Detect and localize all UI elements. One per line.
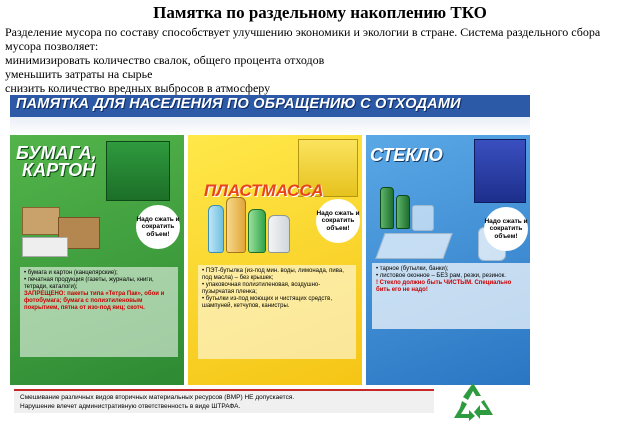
- glass-items: [372, 263, 530, 329]
- glass-bin: [474, 139, 526, 203]
- warning-line-1: Смешивание различных видов вторичных материальных ресурсов (ВМР) НЕ допускается.: [20, 394, 295, 401]
- plastic-bottle-icon: [226, 197, 246, 253]
- poster-image: [10, 95, 530, 421]
- plastic-panel: [188, 135, 362, 385]
- intro-bullet-3: снизить количество вредных выбросов в атмосферу: [5, 81, 271, 95]
- plastic-items: [198, 265, 356, 359]
- list-item: • ПЭТ-бутылка (из-под мин. воды, лимонада, пива, под масла) – без крышек;: [202, 268, 344, 281]
- intro-bullet-1: минимизировать количество свалок, общего процента отходов: [5, 53, 325, 67]
- glass-callout: Надо сжать и сократить объем!: [484, 207, 528, 251]
- warning-line-2: Нарушение влечет административную ответственность в виде ШТРАФА.: [20, 403, 241, 410]
- banner-text: ПАМЯТКА ДЛЯ НАСЕЛЕНИЯ ПО ОБРАЩЕНИЮ С ОТХОДАМИ: [16, 96, 461, 112]
- glass-panel: [366, 135, 530, 385]
- glass-bottle-icon: [396, 195, 410, 229]
- cardboard-box-icon: [22, 207, 60, 235]
- paper-title-line1: БУМАГА,: [16, 143, 97, 163]
- warning-box: [14, 389, 434, 413]
- plastic-bottle-icon: [248, 209, 266, 253]
- intro-paragraph: Разделение мусора по составу способствует улучшению экономики и экологии в стране. Система раздельного сбора мусора позволяет:: [5, 25, 601, 53]
- list-item: • листовое оконное – БЕЗ рам, резки, резинок.: [376, 273, 506, 279]
- paper-items: [20, 267, 178, 357]
- plastic-bottle-icon: [208, 205, 224, 253]
- plastic-bottle-icon: [268, 215, 290, 253]
- intro-text: [5, 25, 635, 95]
- paper-title-line2: КАРТОН: [22, 160, 96, 180]
- glass-jar-icon: [412, 205, 434, 231]
- list-item: • упаковочная полиэтиленовая, воздушно-пузырчатая пленка;: [202, 282, 321, 295]
- paper-callout: Надо сжать и сократить объем!: [136, 205, 180, 249]
- plastic-callout: Надо сжать и сократить объем!: [316, 199, 360, 243]
- list-item: • бумага и картон (канцелярские);: [24, 270, 118, 276]
- list-item: ! Стекло должно быть ЧИСТЫМ. Специально бить его не надо!: [376, 280, 512, 293]
- poster-banner: [10, 95, 530, 117]
- list-item: • бутылки из-под моющих и чистящих средств, шампуней, кетчупов, канистры.: [202, 296, 333, 309]
- list-item: ЗАПРЕЩЕНО: пакеты типа «Тетра Пак», обои и фотобумага; бумага с полиэтиленовым покрытием, пятна от изо-под яиц; скотч.: [24, 291, 165, 311]
- intro-bullet-2: уменьшить затраты на сырье: [5, 67, 153, 81]
- plastic-title: ПЛАСТМАССА: [204, 181, 324, 200]
- warning-strip: [10, 389, 530, 415]
- list-item: • печатная продукция (газеты, журналы, книги, тетради, каталоги);: [24, 277, 154, 290]
- banner-stripe: [10, 117, 530, 135]
- paper-bin: [106, 141, 170, 201]
- glass-bottle-icon: [380, 187, 394, 229]
- document-title: Памятка по раздельному накоплению ТКО: [153, 3, 487, 22]
- glass-pane-icon: [375, 233, 452, 259]
- glass-title: СТЕКЛО: [370, 145, 443, 165]
- newspaper-icon: [22, 237, 68, 257]
- list-item: • тарное (бутылки, банки);: [376, 266, 449, 272]
- recycle-icon: [450, 381, 496, 421]
- paper-panel: [10, 135, 184, 385]
